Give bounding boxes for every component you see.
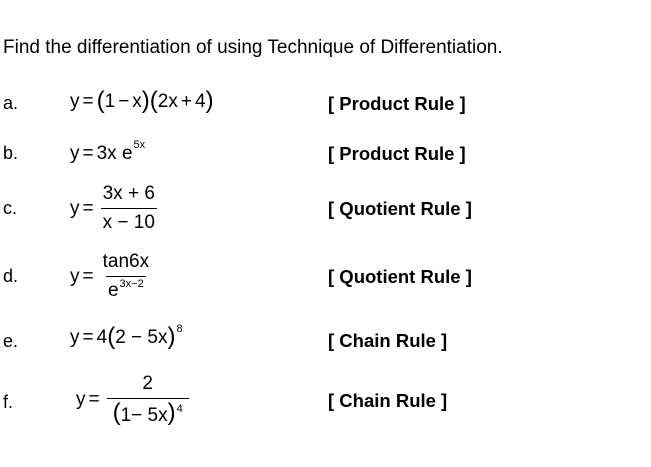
expression-d — [70, 251, 151, 302]
lhs: y — [70, 143, 80, 164]
problem-title: Find the differentiation of using Technique of Differentiation. — [3, 37, 503, 58]
equals-sign: = — [82, 327, 94, 348]
equals-sign: = — [82, 197, 94, 219]
term: x — [132, 91, 142, 112]
inner-expression: 1− 5x — [120, 405, 168, 426]
exponent: 5x — [133, 139, 146, 151]
term: 4 — [194, 91, 206, 112]
right-paren: ) — [167, 399, 176, 426]
lhs: y — [76, 389, 86, 410]
left-paren: ( — [149, 87, 158, 114]
item-label-a: a. — [3, 93, 19, 113]
equals-sign: = — [88, 389, 100, 410]
right-paren: ) — [205, 87, 214, 114]
denominator-exponent: 3x−2 — [119, 278, 144, 290]
base: 3x e — [96, 143, 133, 164]
expression-c — [70, 183, 157, 234]
numerator: 2 — [142, 373, 153, 394]
left-paren: ( — [107, 323, 116, 350]
plus-sign: + — [180, 91, 192, 112]
lhs: y — [70, 197, 80, 219]
denominator — [106, 276, 146, 302]
equals-sign: = — [82, 91, 94, 112]
term: 2x — [157, 91, 178, 112]
coefficient: 4 — [96, 327, 108, 348]
denominator-base: e — [107, 280, 119, 301]
fraction — [101, 183, 157, 234]
minus-sign: − — [118, 91, 130, 112]
item-label-f: f. — [3, 392, 14, 412]
expression-b — [70, 139, 146, 165]
rule-c: [ Quotient Rule ] — [328, 198, 472, 219]
numerator: tan6x — [102, 251, 150, 272]
right-paren: ) — [141, 87, 150, 114]
inner-expression: 2 − 5x — [115, 327, 168, 348]
item-label-c: c. — [3, 198, 18, 218]
lhs: y — [70, 327, 80, 348]
rule-b: [ Product Rule ] — [328, 143, 466, 164]
expression-a — [70, 87, 214, 114]
lhs: y — [70, 265, 80, 287]
right-paren: ) — [167, 323, 176, 350]
equals-sign: = — [82, 143, 94, 164]
fraction — [101, 251, 151, 302]
rule-d: [ Quotient Rule ] — [328, 266, 472, 287]
exponent: 8 — [176, 323, 183, 335]
numerator: 3x + 6 — [102, 183, 155, 204]
lhs: y — [70, 91, 80, 112]
item-label-d: d. — [3, 266, 19, 286]
term: 1 — [104, 91, 116, 112]
left-paren: ( — [96, 87, 105, 114]
item-label-e: e. — [3, 331, 19, 351]
denominator: x − 10 — [101, 208, 157, 234]
left-paren: ( — [112, 399, 121, 426]
item-label-b: b. — [3, 143, 19, 163]
rule-e: [ Chain Rule ] — [328, 330, 448, 351]
rule-f: [ Chain Rule ] — [328, 390, 448, 411]
exponent: 4 — [176, 403, 183, 415]
rule-a: [ Product Rule ] — [328, 93, 466, 114]
denominator — [107, 398, 189, 427]
equals-sign: = — [82, 265, 94, 287]
fraction — [107, 373, 189, 427]
expression-f — [76, 373, 189, 427]
expression-e — [70, 323, 183, 350]
